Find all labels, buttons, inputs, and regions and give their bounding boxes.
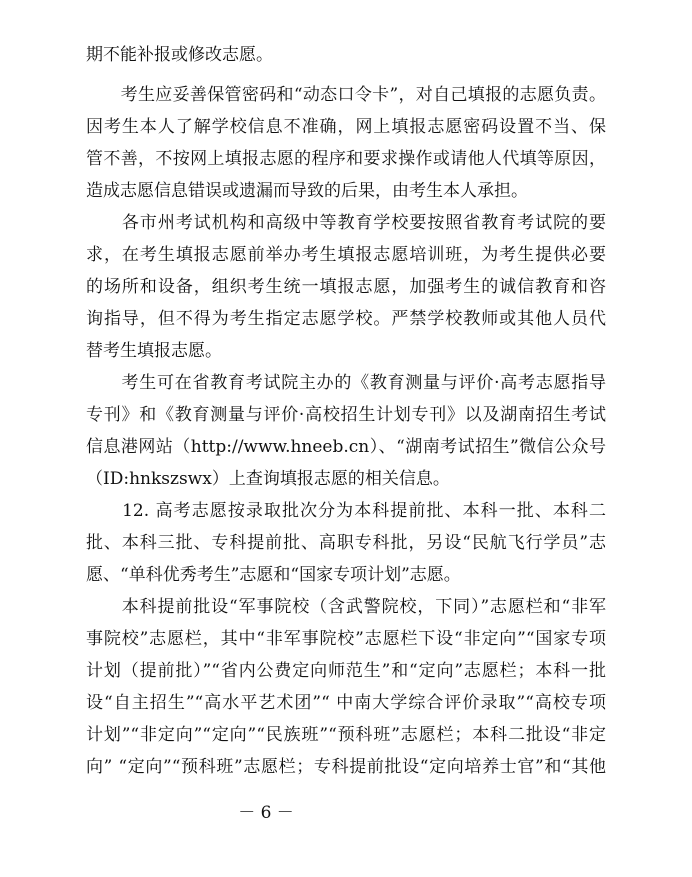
text-line-2: 考生应妥善保管密码和“动态口令卡”，对自己填报的志愿负责。: [86, 85, 606, 105]
text-line-9: 询指导，但不得为考生指定志愿学校。严禁学校教师或其他人员代: [86, 309, 606, 329]
text-line-18: 本科提前批设“军事院校（含武警院校，下同）”志愿栏和“非军: [86, 597, 606, 617]
text-line-21: 设“自主招生”“高水平艺术团”“ 中南大学综合评价录取”“高校专项: [86, 693, 606, 713]
text-line-14: （ID:hnkszswx）上查询填报志愿的相关信息。: [86, 469, 450, 489]
text-line-19: 事院校”志愿栏，其中“非军事院校”志愿栏下设“非定向”“国家专项: [86, 629, 606, 649]
text-line-5: 造成志愿信息错误或遗漏而导致的后果，由考生本人承担。: [86, 181, 528, 201]
page-number: － 6 －: [238, 803, 294, 823]
text-line-12: 专刊》和《教育测量与评价·高校招生计划专刊》以及湖南招生考试: [86, 405, 606, 425]
text-line-23: 向” “定向”“预科班”志愿栏；专科提前批设“定向培养士官”和“其他: [86, 757, 606, 777]
text-line-4: 管不善，不按网上填报志愿的程序和要求操作或请他人代填等原因，: [86, 149, 606, 169]
text-line-22: 计划”“非定向”“定向”“民族班”“预科班”志愿栏；本科二批设“非定: [86, 725, 606, 745]
text-line-20: 计划（提前批）”“省内公费定向师范生”和“定向”志愿栏；本科一批: [86, 661, 606, 681]
text-line-15: 12. 高考志愿按录取批次分为本科提前批、本科一批、本科二: [86, 501, 606, 521]
text-line-3: 因考生本人了解学校信息不准确，网上填报志愿密码设置不当、保: [86, 117, 606, 137]
text-line-17: 愿、“单科优秀考生”志愿和“国家专项计划”志愿。: [86, 565, 461, 585]
text-line-16: 批、本科三批、专科提前批、高职专科批，另设“民航飞行学员”志: [86, 533, 606, 553]
text-line-1: 期不能补报或修改志愿。: [86, 45, 273, 65]
text-line-7: 求，在考生填报志愿前举办考生填报志愿培训班，为考生提供必要: [86, 245, 606, 265]
text-line-6: 各市州考试机构和高级中等教育学校要按照省教育考试院的要: [86, 213, 606, 233]
text-line-10: 替考生填报志愿。: [86, 341, 222, 361]
text-line-8: 的场所和设备，组织考生统一填报志愿，加强考生的诚信教育和咨: [86, 277, 606, 297]
text-line-11: 考生可在省教育考试院主办的《教育测量与评价·高考志愿指导: [86, 373, 606, 393]
text-line-13: 信息港网站（http://www.hneeb.cn）、“湖南考试招生”微信公众号: [86, 437, 606, 457]
